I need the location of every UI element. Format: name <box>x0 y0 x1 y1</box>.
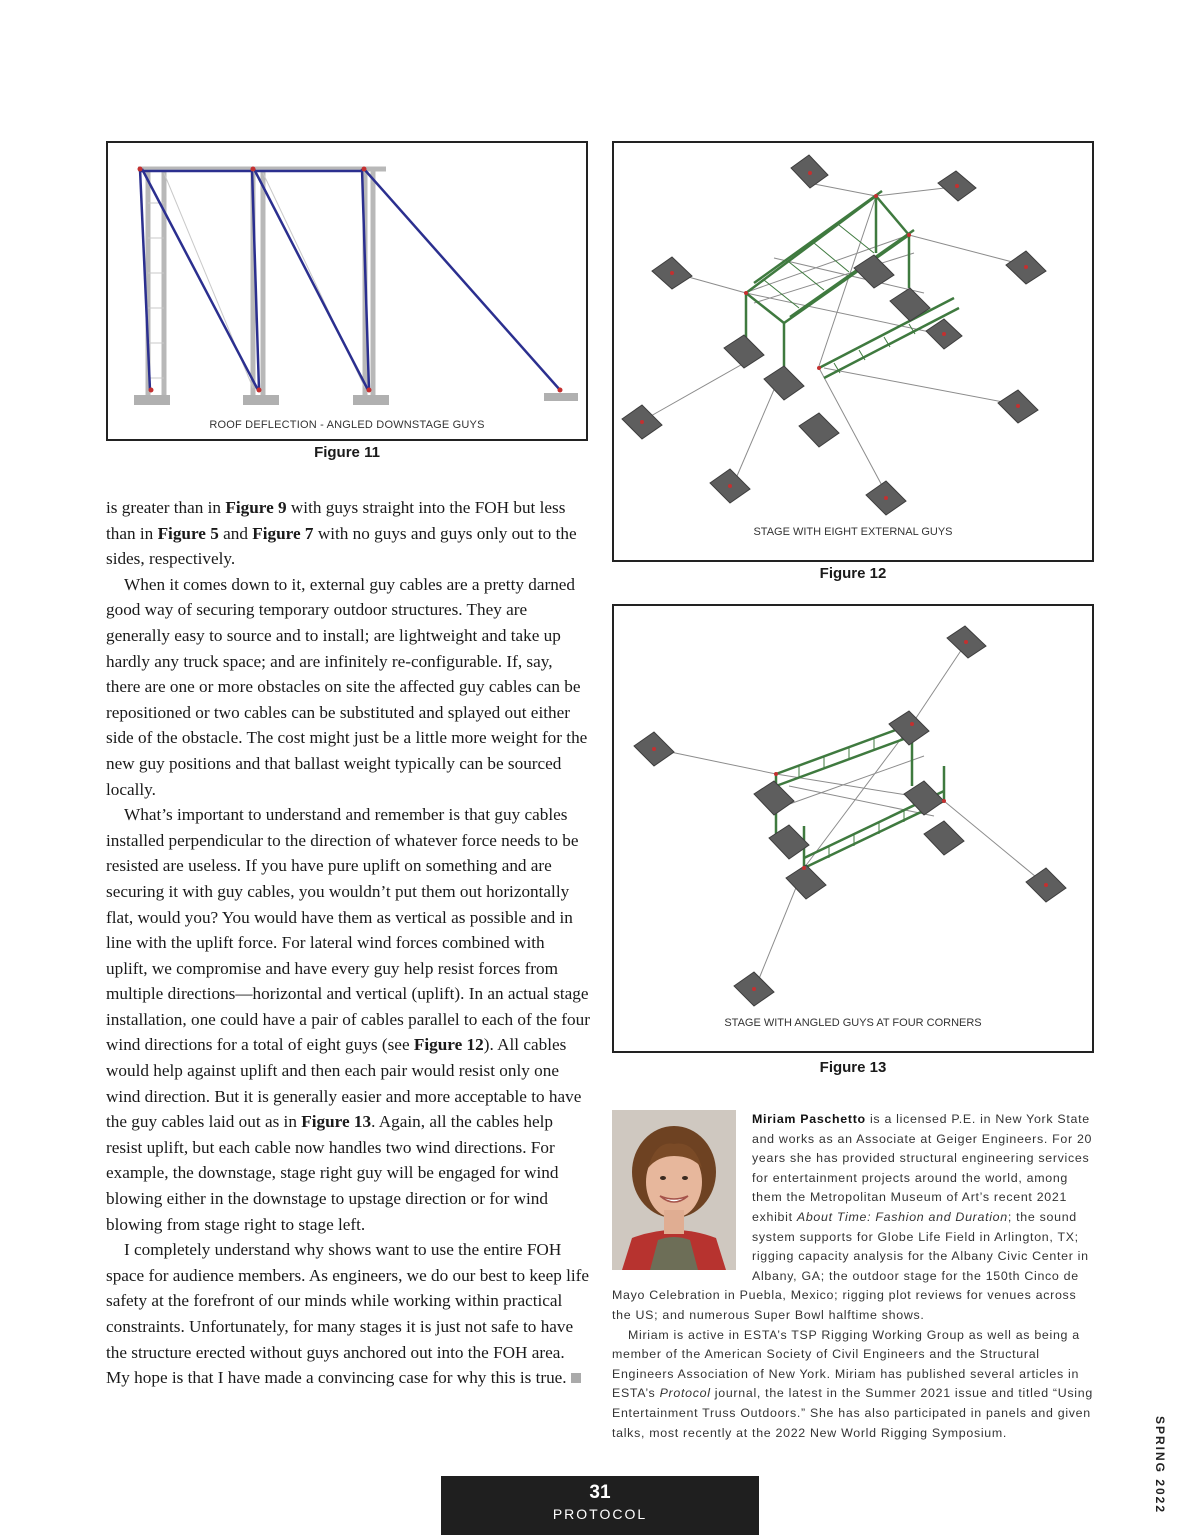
article-body <box>106 495 590 1391</box>
publication-name: PROTOCOL <box>552 1506 648 1522</box>
text-run: and <box>218 523 253 543</box>
figure-12 <box>612 141 1094 562</box>
paragraph-2: When it comes down to it, external guy cables are a pretty darned good way of securing temporary outdoor structures. They are generally easy to source and to install; are lightweight and take up hardly any truck space; and are infinitely re-configurable. If, say, there are one or more obstacles on site the affected guy cables can be repositioned or two cables can be substituted and splayed out either side of the obstacle. The cost might just be a little more weight for the new guy positions and that ballast weight typically can be sourced locally. <box>106 574 588 799</box>
text-run: ; the sound system supports for Globe Life Field in Arlington, TX; rigging capacity analysis for the Albany Civic Center in Albany, GA; the outdoor stage for the 150th Cinco de Mayo Celebration in Puebla, Mexico; rigging plot reviews for venues across the US; and numerous Super Bowl halftime shows. <box>612 1209 1089 1322</box>
exhibit-title: About Time: Fashion and Duration <box>796 1209 1008 1224</box>
text-run: is a licensed P.E. in New York State and works as an Associate at Geiger Engineers. For 20 years she has provided structural engineering services for entertainment projects around the world, among them the Metropolitan Museum of Art’s recent 2021 exhibit <box>752 1112 1093 1224</box>
figure-ref: Figure 12 <box>413 1035 484 1055</box>
figure-ref: Figure 7 <box>252 523 314 543</box>
figure-ref: Figure 9 <box>225 498 287 517</box>
text-run: with guys straight into the FOH but less than in <box>106 498 566 543</box>
paragraph-3 <box>106 802 590 1237</box>
figure-ref: Figure 13 <box>301 1112 372 1132</box>
text-run: . Again, all the cables help resist uplift, but each cable now handles two wind directions. For example, the downstage, stage right guy will be engaged for wind blowing either in the downstage to upstage direction or for wind blowing from stage right to stage left. <box>106 1112 559 1234</box>
figure-11-drawing <box>108 143 586 439</box>
figure-11-caption: Figure 11 <box>314 444 380 461</box>
end-mark-icon <box>571 1373 581 1383</box>
text-run: is greater than in <box>106 498 226 517</box>
figure-13-inner-label: STAGE WITH ANGLED GUYS AT FOUR CORNERS <box>724 1017 982 1029</box>
bio-paragraph-2 <box>612 1326 1096 1444</box>
author-photo <box>612 1110 736 1270</box>
figure-ref: Figure 5 <box>157 523 219 543</box>
author-name: Miriam Paschetto <box>752 1112 866 1126</box>
text-run: Miriam is active in ESTA’s TSP Rigging Working Group as well as being a member of the American Society of Civil Engineers and the Structural Engineers Association of New York. Miriam has published several articles in ESTA’s <box>612 1327 1080 1401</box>
page-number: 31 <box>589 1482 611 1503</box>
paragraph-4 <box>106 1237 590 1391</box>
text-run: journal, the latest in the Summer 2021 issue and titled “Using Entertainment Truss Outdoors.” She has also participated in panels and given talks, most recently at the 2022 New World Rigging Symposium. <box>612 1386 1093 1440</box>
paragraph-1 <box>106 495 590 572</box>
figure-12-caption: Figure 12 <box>819 565 887 582</box>
figure-12-drawing <box>614 143 1092 560</box>
figure-13-drawing <box>614 606 1092 1051</box>
figure-11 <box>106 141 588 441</box>
text-run: I completely understand why shows want to use the entire FOH space for audience members. As engineers, we do our best to keep life safety at the forefront of our minds while working within practical constraints. Unfortunately, for many stages it is just not safe to have the structure erected without guys anchored out into the FOH area. My hope is that I have made a convincing case for why this is true. <box>106 1240 589 1388</box>
figure-11-inner-label: ROOF DEFLECTION - ANGLED DOWNSTAGE GUYS <box>209 419 485 431</box>
text-run: What’s important to understand and remember is that guy cables installed perpendicular to the direction of whatever force needs to be resisted are useless. If you have pure uplift on something and are securing it with guy cables, you wouldn’t put them out horizontally flat, would you? You would have them as vertical as possible and in line with the uplift force. For lateral wind forces combined with uplift, we compromise and have every guy help resist forces from multiple directions—horizontal and vertical (uplift). In an actual stage installation, one could have a pair of cables parallel to each of the four wind directions for a total of eight guys (see <box>106 805 590 1055</box>
author-bio <box>612 1110 1096 1443</box>
page-footer <box>441 1476 759 1535</box>
text-run: ). All cables would help against uplift and then each pair would resist only one wind direction. But it is generally easier and more acceptable to have the guy cables laid out as in <box>106 1035 582 1132</box>
journal-title: Protocol <box>659 1386 711 1401</box>
figure-13-caption: Figure 13 <box>819 1059 887 1076</box>
issue-label-text: SPRING 2022 <box>1153 1415 1167 1515</box>
figure-13 <box>612 604 1094 1053</box>
text-run: with no guys and guys only out to the sides, respectively. <box>106 523 577 569</box>
figure-12-inner-label: STAGE WITH EIGHT EXTERNAL GUYS <box>753 526 953 538</box>
issue-label <box>1150 1415 1170 1515</box>
